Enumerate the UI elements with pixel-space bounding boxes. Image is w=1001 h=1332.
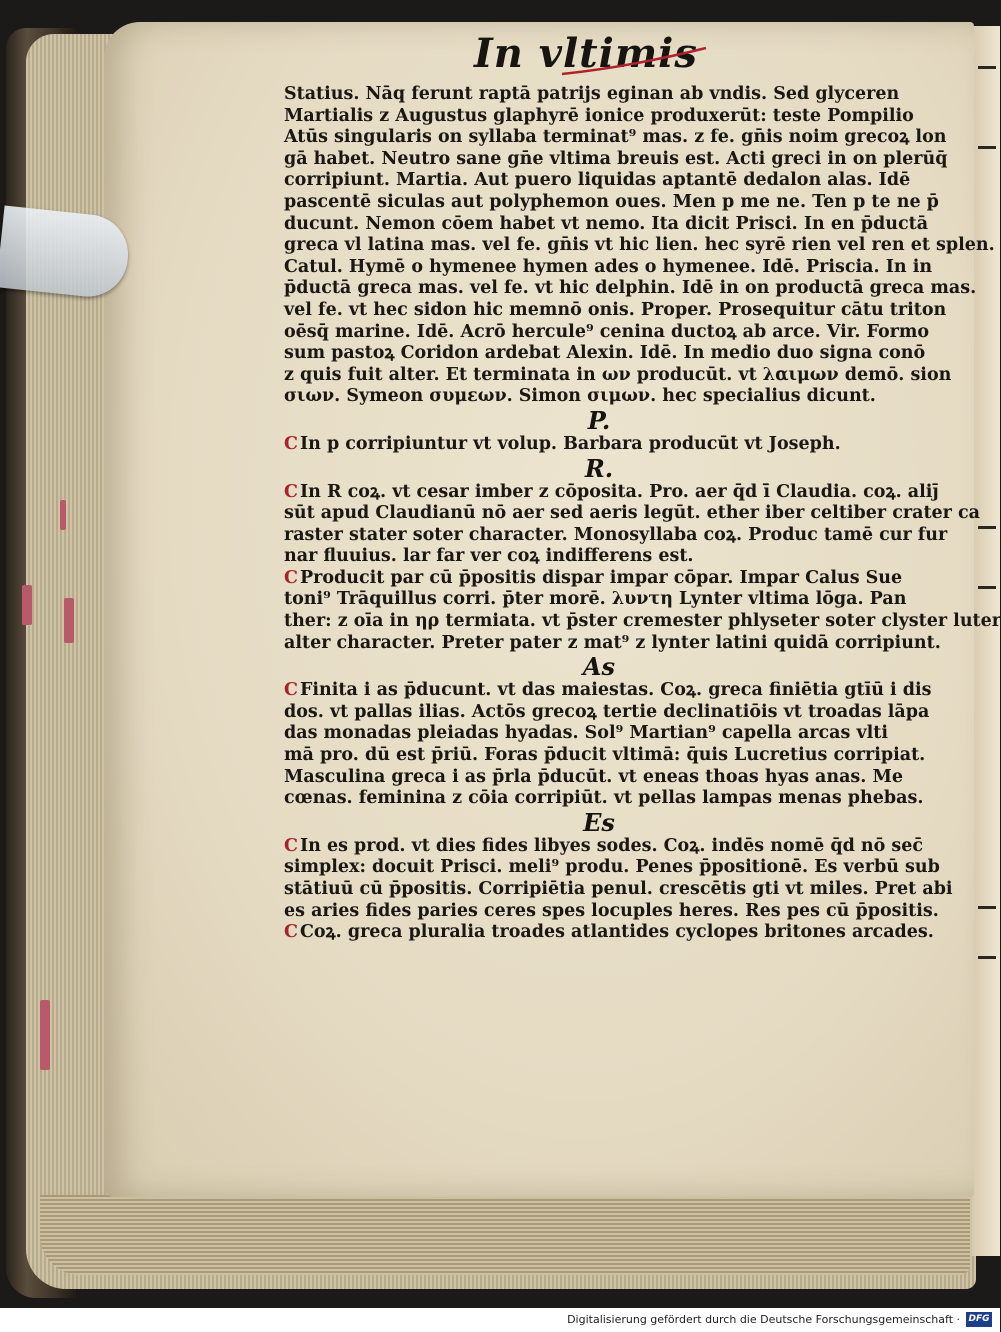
text-line xyxy=(284,767,914,789)
text-line xyxy=(284,835,924,858)
text-line xyxy=(284,589,914,611)
paragraph-as xyxy=(284,680,932,810)
text-line xyxy=(284,745,926,767)
text-line xyxy=(284,84,914,106)
paragraph-r-2 xyxy=(284,567,1001,654)
text-line xyxy=(284,723,914,745)
text-line-content: das monadas pleiadas hyadas. Sol⁹ Martian⁹ capella arcas vlti xyxy=(284,723,888,744)
text-line xyxy=(284,278,977,300)
text-line xyxy=(284,611,1001,633)
text-line-content: corripiunt. Martia. Aut puero liquidas aptantē dedalon alas. Idē xyxy=(284,170,911,191)
paragraph-mark-icon: C xyxy=(284,481,298,502)
text-line xyxy=(284,632,941,655)
paragraph-mark-icon: C xyxy=(284,680,298,701)
paragraph-mark-icon: C xyxy=(284,922,298,943)
text-line xyxy=(284,256,933,279)
text-line-content: Statius. Nāq ferunt raptā patrijs eginan ab vndis. Sed glyceren xyxy=(284,84,900,104)
text-line-content: sūt apud Claudianū nō aer sed aeris legūt. ether iber celtiber crater ca xyxy=(284,503,980,524)
text-line-content: pascentē siculas aut polyphemon oues. Men p me ne. Ten p te ne p̄ xyxy=(284,191,939,212)
paragraph-p xyxy=(284,434,914,456)
text-line xyxy=(284,148,948,171)
text-line-content: raster stater soter character. Monosyllaba coꝝ. Produc tamē cur fur xyxy=(284,524,948,545)
page-tab-marker xyxy=(64,598,74,643)
text-line-content: p̄ductā greca mas. vel fe. vt hic delphin. Idē in on productā greca mas. xyxy=(284,278,977,299)
footer-bar xyxy=(0,1308,1000,1332)
text-line xyxy=(284,235,995,257)
text-line xyxy=(284,170,914,192)
text-line-content: ther: z oīa in ηρ termiata. vt p̄ster cremester phlyseter soter clyster luter xyxy=(284,611,1001,632)
text-line xyxy=(284,299,947,322)
text-line-content: alter character. Preter pater z mat⁹ z lynter latini quidā corripiunt. xyxy=(284,632,941,653)
text-line-content: Martialis z Augustus glaphyrē ionice produxerūt: teste Pompilio xyxy=(284,105,914,126)
text-line-content: Masculina greca i as p̄rla p̄ducūt. vt eneas thoas hyas anas. Me xyxy=(284,766,903,787)
footer-credit: Digitalisierung gefördert durch die Deutsche Forschungsgemeinschaft · xyxy=(567,1313,960,1326)
page-heading: In vltimis xyxy=(474,30,698,77)
paragraph-es xyxy=(284,835,953,922)
page-tab-marker xyxy=(60,500,66,530)
text-line xyxy=(284,321,930,344)
text-line-content: sum pastoꝝ Coridon ardebat Alexin. Idē. In medio duo signa conō xyxy=(284,343,926,364)
heading-flourish-icon xyxy=(560,44,710,80)
paragraph-mark-icon: C xyxy=(284,567,298,588)
text-line-content: stātiuū cū p̄positis. Corripiētia penul. crescētis gti vt miles. Pret abi xyxy=(284,879,953,899)
text-line-content: nar fluuius. lar far ver coꝝ indifferens est. xyxy=(284,546,694,567)
text-line xyxy=(284,386,914,408)
section-heading-as: As xyxy=(582,652,616,682)
text-line xyxy=(284,788,924,810)
text-line-content: In R coꝝ. vt cesar imber z cōposita. Pro. aer q̄d ī̄ Claudia. coꝝ. aliȷ̄ xyxy=(299,481,939,502)
text-line-content: In p corripiuntur vt volup. Barbara producūt vt Joseph. xyxy=(299,433,841,454)
text-line-content: Atūs singularis on syllaba terminat⁹ mas. z fe. gn̄is noim grecoꝝ lon xyxy=(284,127,947,148)
section-heading-p: P. xyxy=(587,405,611,435)
text-line xyxy=(284,481,939,504)
main-text xyxy=(284,84,1001,944)
text-line xyxy=(284,191,939,214)
text-line xyxy=(284,503,980,525)
dfg-logo: DFG xyxy=(966,1312,992,1327)
text-line xyxy=(284,879,953,901)
section-heading-es: Es xyxy=(583,807,615,837)
page-tab-marker xyxy=(40,1000,50,1070)
text-line-content: dos. vt pallas ilias. Actōs grecoꝝ tertie declinatiōis vt troadas lāpa xyxy=(284,701,930,722)
text-line-content: Coꝝ. greca pluralia troades atlantides cyclopes britones arcades. xyxy=(299,922,934,943)
paragraph-mark-icon: C xyxy=(284,433,298,454)
page-stack-bottom xyxy=(40,1195,970,1275)
facing-page-edge xyxy=(972,26,1000,1256)
paragraph-on-endings xyxy=(284,84,995,408)
text-line xyxy=(284,213,929,236)
text-line xyxy=(284,701,930,724)
text-line xyxy=(284,434,914,456)
section-heading-r: R. xyxy=(584,453,614,483)
text-line xyxy=(284,546,914,568)
paragraph-mark-icon: C xyxy=(284,835,298,856)
text-line-content: Producit par cū p̄positis dispar impar cōpar. Impar Calus Sue xyxy=(299,567,903,588)
text-line-content: vel fe. vt hec sidon hic memnō onis. Proper. Prosequitur cātu triton xyxy=(284,299,947,320)
text-line-content: oēsq̄ marine. Idē. Acrō hercule⁹ cenina ductoꝝ ab arce. Vir. Formo xyxy=(284,321,930,342)
page-tab-marker xyxy=(22,585,32,625)
paragraph-r xyxy=(284,481,980,568)
text-line xyxy=(284,680,932,702)
text-line xyxy=(284,922,934,944)
text-line-content: simplex: docuit Prisci. meli⁹ produ. Penes p̄positionē. Es verbū sub xyxy=(284,857,940,878)
text-line xyxy=(284,343,926,365)
text-line xyxy=(284,900,939,923)
text-line-content: greca vl latina mas. vel fe. gn̄is vt hic lien. hec syrē rien vel ren et splen. xyxy=(284,235,995,256)
text-line xyxy=(284,364,952,387)
text-line-content: Finita i as p̄ducunt. vt das maiestas. Coꝝ. greca finiētia gtīū i dis xyxy=(299,680,932,701)
text-line-content: gā habet. Neutro sane gn̄e vltima breuis est. Acti greci in on plerūq̄ xyxy=(284,148,948,169)
paragraph-es-2 xyxy=(284,922,934,944)
text-line xyxy=(284,524,948,547)
text-line-content: mā pro. dū est p̄riū. Foras p̄ducit vltimā: q̄uis Lucretius corripiat. xyxy=(284,745,926,766)
text-line-content: z quis fuit alter. Et terminata in ων producūt. vt λαιμων demō. sion xyxy=(284,364,952,385)
text-line xyxy=(284,106,914,128)
text-line-content: Catul. Hymē o hymenee hymen ades o hymenee. Idē. Priscia. In in xyxy=(284,256,933,277)
text-line xyxy=(284,568,914,590)
text-line-content: toni⁹ Trāquillus corri. p̄ter morē. λυντη Lynter vltima lōga. Pan xyxy=(284,589,907,610)
text-line-content: es aries fides paries ceres spes locuples heres. Res pes cū p̄positis. xyxy=(284,900,939,921)
text-line-content: In es prod. vt dies fides libyes sodes. Coꝝ. indēs nomē q̄d nō sec̄ xyxy=(299,835,924,856)
text-line-content: cœnas. feminina z cōia corripiūt. vt pellas lampas menas phebas. xyxy=(284,788,924,809)
text-line xyxy=(284,857,940,879)
text-line xyxy=(284,127,947,149)
text-line-content: ducunt. Nemon cōem habet vt nemo. Ita dicit Prisci. In en p̄ductā xyxy=(284,213,929,234)
text-line-content: σιων. Symeon συμεων. Simon σιμων. hec specialius dicunt. xyxy=(284,386,876,407)
